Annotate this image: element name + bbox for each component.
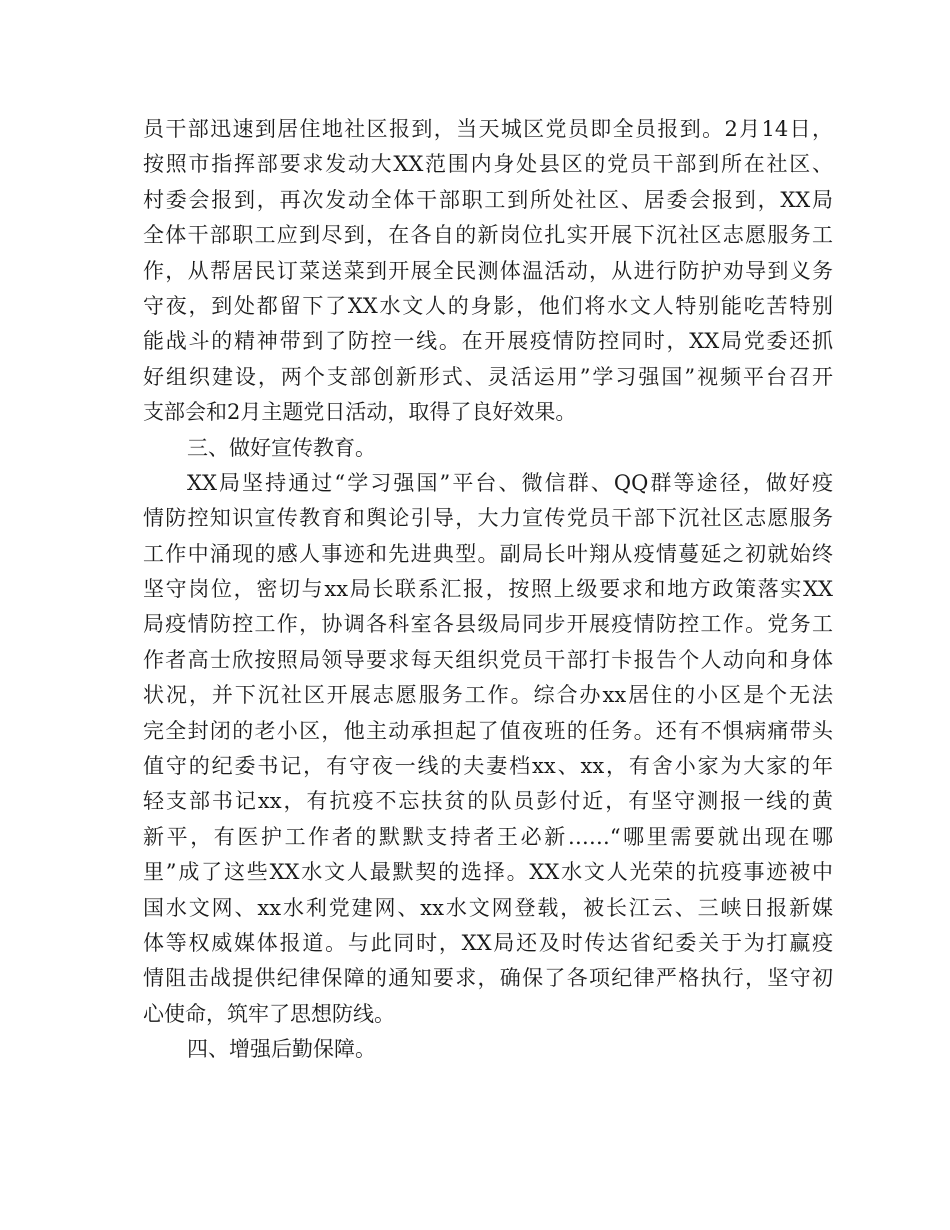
text-line: 支部会和2月主题党日活动，取得了良好效果。: [143, 400, 577, 425]
section-heading: 三、做好宣传教育。: [187, 435, 376, 460]
text-line: 工作中涌现的感人事迹和先进典型。副局长叶翔从疫情蔓延之初就始终: [143, 541, 833, 566]
text-line: 好组织建设，两个支部创新形式、灵活运用”学习强国”视频平台召开: [143, 364, 833, 389]
document-body: [143, 112, 833, 1068]
text-line: 村委会报到，再次发动全体干部职工到所处社区、居委会报到，XX局: [143, 187, 833, 212]
text-line: 全体干部职工应到尽到，在各自的新岗位扎实开展下沉社区志愿服务工: [143, 223, 833, 248]
text-line: 守夜，到处都留下了XX水文人的身影，他们将水文人特别能吃苦特别: [143, 293, 833, 318]
text-line: 作，从帮居民订菜送菜到开展全民测体温活动，从进行防护劝导到义务: [143, 258, 833, 283]
text-line: 里”成了这些XX水文人最默契的选择。XX水文人光荣的抗疫事迹被中: [143, 860, 833, 885]
text-line: 按照市指挥部要求发动大XX范围内身处县区的党员干部到所在社区、: [143, 152, 833, 177]
text-line: 状况，并下沉社区开展志愿服务工作。综合办xx居住的小区是个无法: [143, 683, 833, 708]
text-line: 局疫情防控工作，协调各科室各县级局同步开展疫情防控工作。党务工: [143, 612, 833, 637]
text-line: 值守的纪委书记，有守夜一线的夫妻档xx、xx，有舍小家为大家的年: [143, 754, 833, 779]
text-line: 情阻击战提供纪律保障的通知要求，确保了各项纪律严格执行，坚守初: [143, 966, 833, 991]
text-line: 完全封闭的老小区，他主动承担起了值夜班的任务。还有不惧病痛带头: [143, 718, 833, 743]
text-line: 坚守岗位，密切与xx局长联系汇报，按照上级要求和地方政策落实XX: [143, 577, 833, 602]
section-heading: 四、增强后勤保障。: [187, 1037, 376, 1062]
text-line: 心使命，筑牢了思想防线。: [143, 1001, 395, 1026]
text-line: 员干部迅速到居住地社区报到，当天城区党员即全员报到。2月14日，: [143, 117, 833, 141]
text-line: 体等权威媒体报道。与此同时，XX局还及时传达省纪委关于为打赢疫: [143, 930, 833, 955]
text-line: 新平，有医护工作者的默默支持者王必新……“哪里需要就出现在哪: [143, 824, 833, 849]
text-line: 能战斗的精神带到了防控一线。在开展疫情防控同时，XX局党委还抓: [143, 329, 833, 354]
text-line: 作者高士欣按照局领导要求每天组织党员干部打卡报告个人动向和身体: [143, 647, 833, 672]
text-line: 情防控知识宣传教育和舆论引导，大力宣传党员干部下沉社区志愿服务: [143, 506, 833, 531]
text-line: 国水文网、xx水利党建网、xx水文网登载，被长江云、三峡日报新媒: [143, 895, 833, 920]
text-line: XX局坚持通过“学习强国”平台、微信群、QQ群等途径，做好疫: [187, 470, 833, 495]
text-line: 轻支部书记xx，有抗疫不忘扶贫的队员彭付近，有坚守测报一线的黄: [143, 789, 833, 814]
paragraph-party-members: [143, 112, 833, 431]
paragraph-publicity: [143, 466, 833, 1032]
